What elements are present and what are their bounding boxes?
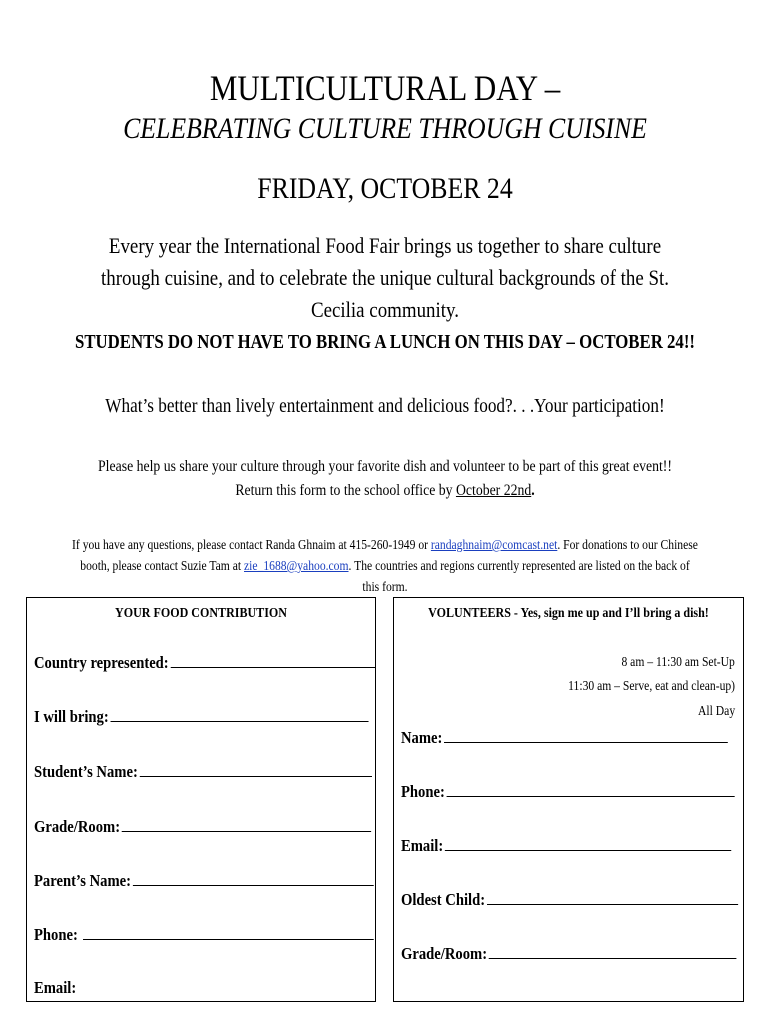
help-line-1: Please help us share your culture through your favorite dish and volunteer to be part of this great event!! xyxy=(98,458,672,475)
dish-field[interactable] xyxy=(34,707,368,727)
food-box-heading: YOUR FOOD CONTRIBUTION xyxy=(115,606,287,621)
return-period: . xyxy=(531,482,535,499)
student-name-label: Student’s Name: xyxy=(34,762,138,781)
oldest-child-field[interactable] xyxy=(401,890,738,910)
option-all-day-label: All Day xyxy=(697,703,735,718)
student-name-field[interactable] xyxy=(34,762,372,782)
page-subtitle: CELEBRATING CULTURE THROUGH CUISINE xyxy=(123,112,647,145)
dish-line[interactable] xyxy=(110,707,368,722)
parent-name-field[interactable] xyxy=(34,871,374,891)
volunteer-email-field[interactable] xyxy=(401,836,731,856)
lunch-notice: STUDENTS DO NOT HAVE TO BRING A LUNCH ON THIS DAY – OCTOBER 24!! xyxy=(74,331,696,353)
intro-paragraph: Every year the International Food Fair brings us together to share culture through cuisine, and to celebrate the unique cultural backgrounds of the St. Cecilia community. xyxy=(101,233,669,322)
phone-label: Phone: xyxy=(34,925,78,944)
option-serve[interactable] xyxy=(563,678,735,694)
return-text: Return this form to the school office by xyxy=(235,482,456,499)
deadline-date: October 22nd xyxy=(455,482,532,499)
food-contribution-box xyxy=(26,597,376,1002)
option-setup-label: 8 am – 11:30 am Set-Up xyxy=(621,654,735,669)
email-field[interactable] xyxy=(34,978,76,998)
volunteer-email-label: Email: xyxy=(401,836,444,855)
option-all-day[interactable] xyxy=(693,703,735,719)
dish-label: I will bring: xyxy=(34,707,109,726)
grade-room-line[interactable] xyxy=(122,817,371,832)
option-serve-label: 11:30 am – Serve, eat and clean-up) xyxy=(568,678,735,693)
email-label: Email: xyxy=(34,978,77,997)
contact-paragraph xyxy=(71,534,699,597)
contact-text-3: . The countries and regions currently represented are listed on the back of this form. xyxy=(348,558,690,594)
volunteer-box xyxy=(393,597,744,1002)
event-date: FRIDAY, OCTOBER 24 xyxy=(257,172,513,205)
parent-name-label: Parent’s Name: xyxy=(34,871,132,890)
oldest-child-label: Oldest Child: xyxy=(401,890,486,909)
oldest-child-line[interactable] xyxy=(487,890,738,905)
volunteer-box-heading: VOLUNTEERS - Yes, sign me up and I’ll bring a dish! xyxy=(428,606,709,621)
country-line[interactable] xyxy=(170,653,375,668)
volunteer-grade-room-field[interactable] xyxy=(401,944,736,964)
volunteer-email-line[interactable] xyxy=(445,836,731,851)
grade-room-label: Grade/Room: xyxy=(34,817,121,836)
contact-text-1: If you have any questions, please contact Randa Ghnaim at 415-260-1949 or xyxy=(72,537,431,552)
email-link-randa[interactable]: randaghnaim@comcast.net xyxy=(430,537,558,552)
help-line-2 xyxy=(71,479,699,503)
volunteer-grade-room-line[interactable] xyxy=(489,944,737,959)
volunteer-phone-line[interactable] xyxy=(447,782,735,797)
option-setup[interactable] xyxy=(616,654,735,670)
volunteer-name-field[interactable] xyxy=(401,728,728,748)
phone-field[interactable] xyxy=(34,925,374,945)
volunteer-phone-label: Phone: xyxy=(401,782,445,801)
email-link-suzie[interactable]: zie_1688@yahoo.com xyxy=(244,558,349,573)
country-label: Country represented: xyxy=(34,653,169,672)
student-name-line[interactable] xyxy=(140,762,372,777)
grade-room-field[interactable] xyxy=(34,817,371,837)
volunteer-grade-room-label: Grade/Room: xyxy=(401,944,488,963)
volunteer-name-line[interactable] xyxy=(444,728,728,743)
page-title: MULTICULTURAL DAY – xyxy=(209,68,561,108)
country-field[interactable] xyxy=(34,653,375,673)
phone-line[interactable] xyxy=(83,925,374,940)
volunteer-phone-field[interactable] xyxy=(401,782,735,802)
parent-name-line[interactable] xyxy=(133,871,374,886)
volunteer-name-label: Name: xyxy=(401,728,443,747)
participation-line: What’s better than lively entertainment and delicious food?. . .Your participation! xyxy=(105,395,665,417)
help-paragraph xyxy=(71,455,699,503)
contact-text-2: . For donations to our Chinese booth, please contact Suzie Tam at xyxy=(80,537,698,573)
